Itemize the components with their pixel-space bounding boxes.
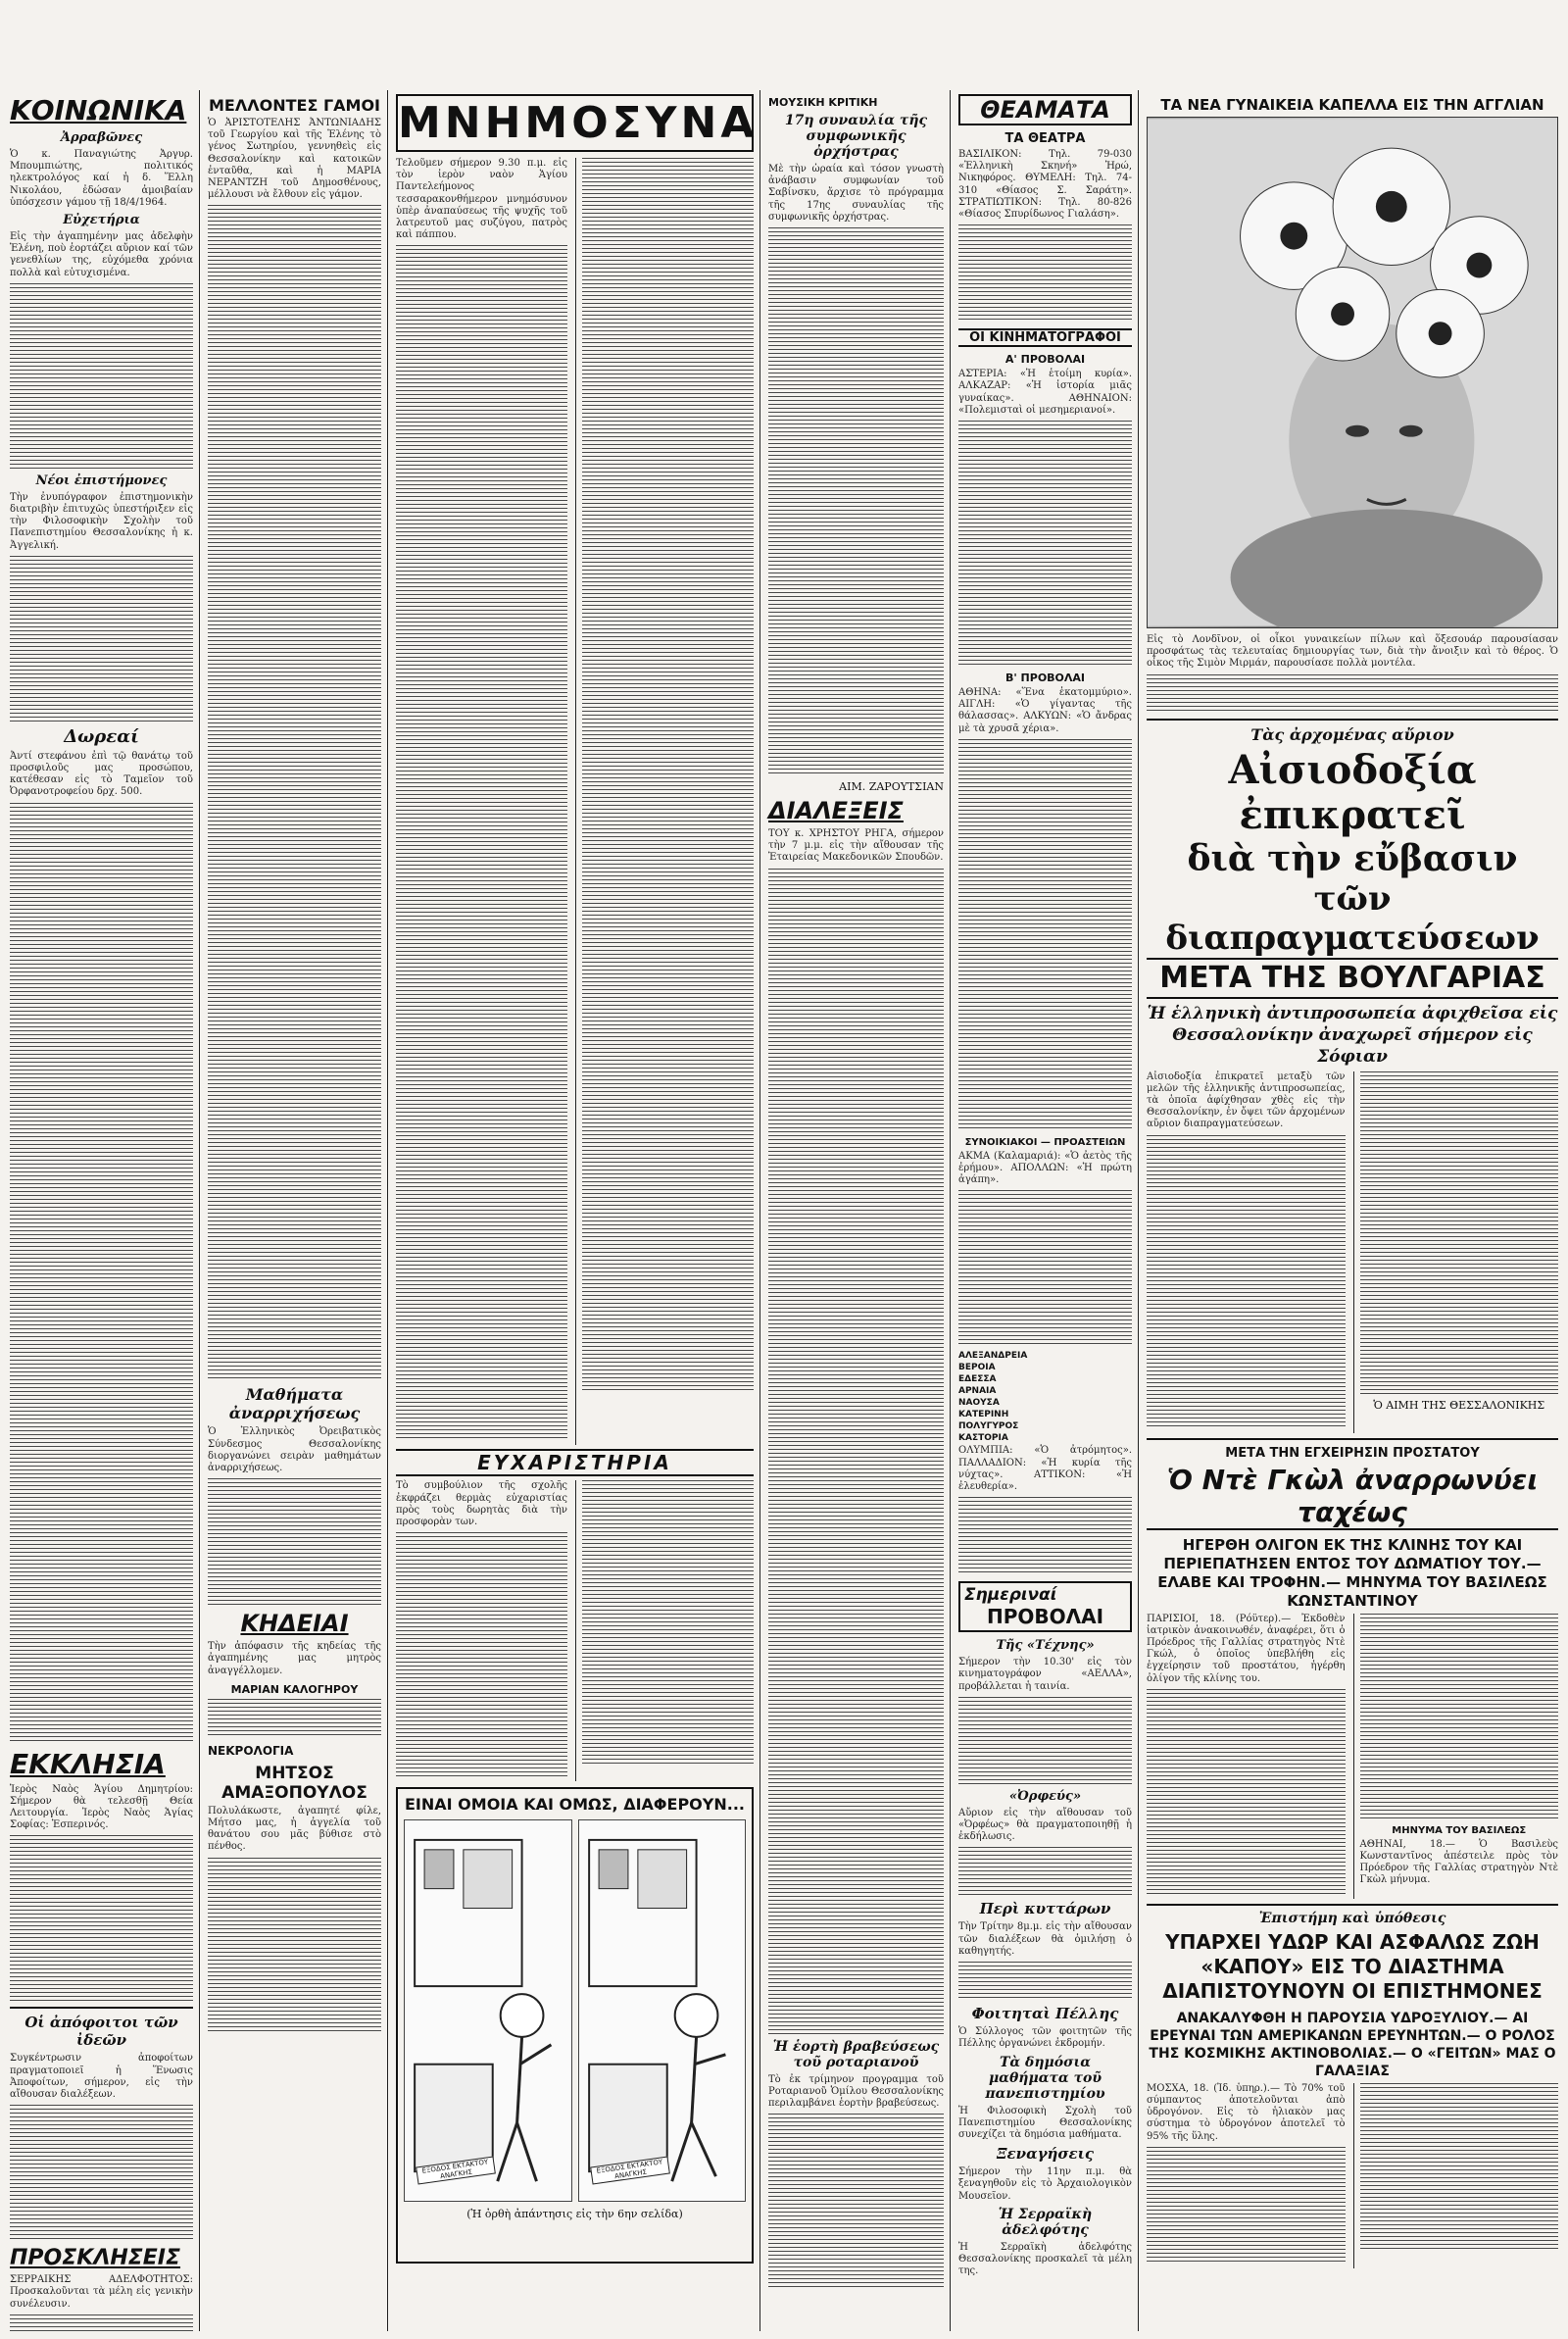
text-filler (958, 421, 1132, 666)
cartoon-caption: ΕΙΝΑΙ ΟΜΟΙΑ ΚΑΙ ΟΜΩΣ, ΔΙΑΦΕΡΟΥΝ... (404, 1795, 745, 1815)
heading-theatra: ΤΑ ΘΕΑΤΡΑ (1004, 131, 1086, 146)
text-voulgaria: Αἰσιοδοξία ἐπικρατεῖ μεταξὺ τῶν μελῶν τῆς ἑλληνικῆς ἀντιπροσωπείας, τὰ ὁποῖα ἀφίχθησαν χθὲς εἰς τὴν Θεσσαλονίκην, ἐν ὄψει τῶν ἀρχομένων αὔριον διαπραγματεύσεων. (1147, 1070, 1346, 1130)
text-filler (208, 205, 381, 1381)
text-filler (10, 283, 193, 470)
text-doreai: Ἀντί στεφάνου ἐπὶ τῷ θανάτῳ τοῦ προσφιλοῦς μας προσώπου, κατέθεσαν εἰς τὸ Ταμεῖον τοῦ Ὀρφανοτροφείου δρχ. 500. (10, 750, 193, 798)
heading-texnis: Τῆς «Τέχνης» (996, 1638, 1095, 1654)
town-katerini: ΚΑΤΕΡΙΝΗ (958, 1410, 1009, 1420)
text-filler (1360, 1614, 1559, 1819)
cartoon-box (396, 1787, 754, 2264)
text-filler (958, 739, 1132, 1131)
text-filler (208, 1478, 381, 1606)
text-orfeos: Αὔριον εἰς τὴν αἴθουσαν τοῦ «Ὀρφέως» θὰ πραγματοποιηθῇ ἡ ἐκδήλωσις. (958, 1807, 1132, 1843)
heading-minyma: ΜΗΝΥΜΑ ΤΟΥ ΒΑΣΙΛΕΩΣ (1392, 1824, 1527, 1836)
cartoon-right-panel (578, 1819, 747, 2202)
text-kino-a: ΑΣΤΕΡΙΑ: «Ἡ ἑτοίμη κυρία». ΑΛΚΑΖΑΡ: «Ἡ ἱστορία μιᾶς γυναίκας». ΑΘΗΝΑΙΟΝ: «Πολεμισταὶ οἱ μεσημεριανοί». (958, 369, 1132, 416)
heading-orfeos: «Ὀρφεύς» (1008, 1788, 1082, 1804)
text-efxetiria: Εἰς τὴν ἀγαπημένην μας ἀδελφὴν Ἑλένη, ποὺ ἑορτάζει αὔριον καί τῶν γενεθλίων της, εὐχόμεθα χρόνια πολλὰ καὶ εὐτυχισμένα. (10, 231, 193, 278)
headline-dia-tin: διὰ τὴν εὔβασιν (1187, 837, 1518, 879)
text-apofoitoi: Συγκέντρωσιν ἀποφοίτων πραγματοποιεῖ ἡ Ἕνωσις Ἀποφοίτων, σήμερον, εἰς τὴν αἴθουσαν διαλέξεων. (10, 2053, 193, 2101)
divider (1147, 1904, 1558, 1906)
heading-mathimata: Μαθήματα ἀναρριχήσεως (228, 1385, 361, 1423)
text-serraiki: Ἡ Σερραϊκὴ ἀδελφότης Θεσσαλονίκης προσκαλεῖ τὰ μέλη της. (958, 2241, 1132, 2277)
section-title-koinonika: ΚΟΙΝΩΝΙΚΑ (10, 94, 187, 126)
text-filler (582, 1480, 754, 1765)
text-minyma: ΑΘΗΝΑΙ, 18.— Ὁ Βασιλεὺς Κωνσταντῖνος ἀπέστειλε πρὸς τὸν Πρόεδρον τῆς Γαλλίας στρατηγὸν Ντὲ Γκὼλ μήνυμα. (1359, 1838, 1558, 1886)
text-filler (396, 245, 567, 1441)
hat-photo (1147, 117, 1558, 628)
text-filler (582, 158, 754, 1393)
cartoon-right-drawing (579, 1820, 746, 2201)
text-filler (958, 1497, 1132, 1575)
text-dialexeis: ΤΟΥ κ. ΧΡΗΣΤΟΥ ΡΗΓΑ, σήμερον τὴν 7 μ.μ. εἰς τὴν αἴθουσαν τῆς Ἑταιρείας Μακεδονικῶν Σπουδῶν. (768, 828, 944, 864)
section-title-prosklisis: ΠΡΟΣΚΛΗΣΕΙΣ (10, 2246, 181, 2271)
headline-aisiodoxia: Αἰσιοδοξία ἐπικρατεῖ (1228, 746, 1477, 838)
text-filler (396, 1532, 567, 1777)
text-degaulle: ΠΑΡΙΣΙΟΙ, 18. (Ρόϋτερ).— Ἐκδοθὲν ἰατρικὸν ἀνακοινωθέν, ἀναφέρει, ὅτι ὁ Πρόεδρος τῆς Γαλλίας στρατηγὸς Ντὲ Γκώλ, ὁ ὁποῖος ὑπεβλήθη εἰς ἐγχείρησιν τοῦ προστάτου, ἠγέρθη ὀλίγον τῆς κλίνης του. (1147, 1613, 1346, 1684)
heading-giorti: Ἡ ἑορτὴ βραβεύσεως τοῦ ροταριανοῦ (772, 2038, 940, 2070)
text-towns: ΟΛΥΜΠΙΑ: «Ὁ ἀτρόμητος». ΠΑΛΛΑΔΙΟΝ: «Ἡ κυρία τῆς νύχτας». ΑΤΤΙΚΟΝ: «Ἡ ἐλευθερία». (958, 1445, 1132, 1493)
column-music (762, 90, 951, 2331)
heading-neoi-epistimones: Νέοι ἐπιστήμονες (35, 473, 168, 488)
nekrologia-name: ΜΗΤΣΟΣ ΑΜΑΞΟΠΟΥΛΟΣ (221, 1763, 368, 1803)
heading-mousiki: ΜΟΥΣΙΚΗ ΚΡΙΤΙΚΗ (768, 96, 878, 109)
headline-diapragmatevseon: τῶν διαπραγματεύσεων (1165, 878, 1540, 958)
heading-serraiki: Ἡ Σερραϊκὴ ἀδελφότης (998, 2206, 1093, 2238)
text-gamoi: Ὁ ἈΡΙΣΤΟΤΕΛΗΣ ἈΝΤΩΝΙΑΔΗΣ τοῦ Γεωργίου καὶ τῆς Ἑλένης τὸ γένος Σωτηρίου, γεννηθεὶς εἰς Θεσσαλονίκην καὶ κατοικῶν ἐνταῦθα, καὶ ἡ ΜΑΡΙΑ ΝΕΡΑΝΤΖΗ τοῦ Δημοσθένους, μέλλουσι νὰ ἔλθουν εἰς γάμον. (208, 118, 381, 201)
text-efxaristiria: Τὸ συμβούλιον τῆς σχολῆς ἐκφράζει θερμὰς εὐχαριστίας πρὸς τοὺς δωρητὰς διὰ τὴν προσφορὰν των. (396, 1480, 567, 1528)
heading-apofoitoi: Οἱ ἀπόφοιτοι τῶν ἰδεῶν (24, 2014, 178, 2050)
text-kino-b: ΑΘΗΝΑ: «Ἕνα ἑκατομμύριο». ΑΙΓΛΗ: «Ὁ γίγαντας τῆς θάλασσας». ΑΛΚΥΩΝ: «Ὁ ἄνδρας μὲ τὰ χρυσᾶ χέρια». (958, 687, 1132, 734)
section-title-theamata: ΘΕΑΜΑΤΑ (958, 94, 1132, 125)
voulgaria-byline: Ὁ ΑΙΜΗ ΤΗΣ ΘΕΣΣΑΛΟΝΙΚΗΣ (1373, 1398, 1545, 1412)
text-filler (958, 1190, 1132, 1347)
section-title-mellontes-gamoi: ΜΕΛΛΟΝΤΕΣ ΓΑΜΟΙ (208, 96, 380, 115)
heading-epistimi: Ἐπιστήμη καὶ ὑπόθεσις (1258, 1910, 1446, 1926)
text-filler (958, 1847, 1132, 1896)
cartoon-answer: (Ἡ ὀρθὴ ἀπάντησις εἰς τὴν 6ην σελίδα) (466, 2208, 683, 2221)
section-title-dialexeis: ΔΙΑΛΕΞΕΙΣ (768, 797, 904, 825)
text-filler (1360, 2083, 1559, 2250)
text-fotitai: Ὁ Σύλλογος τῶν φοιτητῶν τῆς Πέλλης ὀργανώνει ἐκδρομήν. (958, 2026, 1132, 2050)
text-filler (958, 224, 1132, 323)
heading-efxetiria: Εὐχετήρια (63, 213, 140, 228)
town-arnaia: ΑΡΝΑΙΑ (958, 1386, 997, 1397)
column-memorials (390, 90, 760, 2331)
text-filler (1147, 1689, 1346, 1895)
text-nekrologia: Πολυλάκωστε, ἀγαπητέ φίλε, Μήτσο μας, ἡ ἀγγελία τοῦ θανάτου σου μᾶς βύθισε στὸ πένθος. (208, 1805, 381, 1853)
town-aleksandreia: ΑΛΕΞΑΝΔΡΕΙΑ (958, 1351, 1028, 1362)
text-filler (958, 1697, 1132, 1785)
town-edessa: ΕΔΕΣΣΑ (958, 1374, 997, 1385)
text-filler (958, 1962, 1132, 2001)
headline-yparxei: ΥΠΑΡΧΕΙ ΥΔΩΡ ΚΑΙ ΑΣΦΑΛΩΣ ΖΩΗ «ΚΑΠΟΥ» ΕΙΣ ΤΟ ΔΙΑΣΤΗΜΑ ΔΙΑΠΙΣΤΟΥΝΟΥΝ ΟΙ ΕΠΙΣΤΗΜΟΝΕΣ (1162, 1929, 1543, 2003)
heading-meta-egxeirisi: ΜΕΤΑ ΤΗΝ ΕΓΧΕΙΡΗΣΙΝ ΠΡΟΣΤΑΤΟΥ (1225, 1445, 1480, 1461)
heading-arravones: Ἀρραβῶνες (60, 130, 143, 145)
text-ekklisia: Ἱερὸς Ναὸς Ἁγίου Δημητρίου: Σήμερον θὰ τελεσθῇ Θεία Λειτουργία. Ἱερὸς Ναὸς Ἁγίας Σοφίας: Ἑσπερινός. (10, 1783, 193, 1831)
text-mnimosyna: Τελοῦμεν σήμερον 9.30 π.μ. εἰς τὸν ἱερὸν ναὸν Ἁγίου Παντελεήμονος τεσσαρακονθήμερον μνημόσυνον ὑπὲρ ἀναπαύσεως τῆς ψυχῆς τοῦ λατρευτοῦ μας συζύγου, πατρὸς καὶ πάππου. (396, 158, 567, 241)
text-mathimata: Ὁ Ἑλληνικὸς Ὀρειβατικὸς Σύνδεσμος Θεσσαλονίκης διοργανώνει σειρὰν μαθημάτων ἀναρριχήσεως. (208, 1426, 381, 1474)
divider (10, 2007, 193, 2009)
section-title-mnimosyna: ΜΝΗΜΟΣΥΝΑ (396, 94, 754, 152)
text-filler (768, 2114, 944, 2290)
text-kyttara: Τὴν Τρίτην 8μ.μ. εἰς τὴν αἴθουσαν τῶν διαλέξεων θὰ ὁμιλήσῃ ὁ καθηγητής. (958, 1921, 1132, 1957)
heading-xenagisis: Ξεναγήσεις (996, 2145, 1094, 2164)
text-giorti: Τὸ ἐκ τρίμηνον προγραμμα τοῦ Ροταριανοῦ Ὁμίλου Θεσσαλονίκης περιλαμβάνει ἑορτὴν βραβεύσεως. (768, 2073, 944, 2110)
text-filler (10, 803, 193, 1744)
text-kideiai: Τὴν ἀπόφασιν τῆς κηδείας τῆς ἀγαπημένης μας μητρὸς ἀναγγέλλομεν. (208, 1641, 381, 1676)
text-texnis: Σήμερον τὴν 10.30' εἰς τὸν κινηματογράφον «ΑΕΛΛΑ», προβάλλεται ἡ ταινία. (958, 1657, 1132, 1692)
heading-doreai: Δωρεαί (64, 725, 139, 747)
text-filler (768, 869, 944, 2035)
text-dimosia: Ἡ Φιλοσοφικὴ Σχολὴ τοῦ Πανεπιστημίου Θεσσαλονίκης συνεχίζει τὰ δημόσια μαθήματα. (958, 2105, 1132, 2140)
text-space: ΜΟΣΧΑ, 18. (Ἰδ. ὑπηρ.).— Τὸ 70% τοῦ σύμπαντος ἀποτελοῦνται ἀπὸ ὑδρογόνον. Εἰς τὸ ἡλιακὸν μας σύστημα τὸ ὑδρογόνον ἀποτελεῖ τὸ 95% τῆς ὕλης. (1147, 2082, 1346, 2142)
text-filler (208, 1699, 381, 1738)
text-filler (768, 227, 944, 776)
heading-synoikiakoi: ΣΥΝΟΙΚΙΑΚΟΙ — ΠΡΟΑΣΤΕΙΩΝ (964, 1136, 1126, 1148)
text-filler (208, 1858, 381, 2034)
column-entertainment (953, 90, 1139, 2331)
sign-right: ΕΞΟΔΟΣ ΕΚΤΑΚΤΟΥ ΑΝΑΓΚΗΣ (590, 2157, 670, 2185)
text-arravones: Ὁ κ. Παναγιώτης Ἀργυρ. Μπουμπιώτης, πολιτικός ηλεκτρολόγος καί ἡ δ. Ἕλλη Νικολάου, ἐδώσαν ἀμοιβαίαν ὑπόσχεσιν γάμου τῇ 18/4/1964. (10, 149, 193, 208)
subheadline-anakalypsi: ΑΝΑΚΑΛΥΦΘΗ Η ΠΑΡΟΥΣΙΑ ΥΔΡΟΞΥΛΙΟΥ.— ΑΙ ΕΡΕΥΝΑΙ ΤΩΝ ΑΜΕΡΙΚΑΝΩΝ ΕΡΕΥΝΗΤΩΝ.— Ο ΡΟΛΟΣ ΤΗΣ ΚΟΣΜΙΚΗΣ ΑΚΤΙΝΟΒΟΛΙΑΣ.— Ο «ΓΕΙΤΩΝ» ΜΑΣ Ο ΓΑΛΑΞΙΑΣ (1149, 2010, 1556, 2079)
heading-synavlia: 17η συναυλία τῆς συμφωνικῆς ὀρχήστρας (784, 113, 928, 160)
music-author: ΑΙΜ. ΖΑΡΟΥΤΣΙΑΝ (839, 780, 944, 794)
subheadline-igerthi: ΗΓΕΡΘΗ ΟΛΙΓΟΝ ΕΚ ΤΗΣ ΚΛΙΝΗΣ ΤΟΥ ΚΑΙ ΠΕΡΙΕΠΑΤΗΣΕΝ ΕΝΤΟΣ ΤΟΥ ΔΩΜΑΤΙΟΥ ΤΟΥ.— ΕΛΑΒΕ ΚΑΙ ΤΡΟΦΗΝ.— ΜΗΝΥΜΑ ΤΟΥ ΒΑΣΙΛΕΩΣ ΚΩΝΣΤΑΝΤΙΝΟΥ (1157, 1535, 1547, 1610)
heading-kinimatografoi: ΟΙ ΚΙΝΗΜΑΤΟΓΡΑΦΟΙ (958, 328, 1132, 347)
section-title-ekklisia: ΕΚΚΛΗΣΙΑ (10, 1747, 166, 1780)
text-filler (10, 1835, 193, 2002)
town-naousa: ΝΑΟΥΣΑ (958, 1398, 1000, 1409)
text-theatra: ΒΑΣΙΛΙΚΟΝ: Τηλ. 79-030 «Ἑλληνικὴ Σκηνή» Ἡρώ, Νικηφόρος. ΘΥΜΕΛΗ: Τηλ. 74-310 «Θίασος Σ. Σαράτη». ΣΤΡΑΤΙΩΤΙΚΟΝ: Τηλ. 80-826 «Θίασος Σπυρίδωνος Γιαλάση». (958, 149, 1132, 221)
heading-simeroni: Σημεριναί (964, 1585, 1057, 1606)
heading-provoles: ΠΡΟΒΟΛΑΙ (986, 1605, 1104, 1629)
column-social (4, 90, 200, 2331)
town-kastoria: ΚΑΣΤΟΡΙΑ (958, 1433, 1008, 1444)
headline-degaulle: Ὁ Ντὲ Γκὼλ ἀναρρωνύει ταχέως (1147, 1464, 1558, 1530)
heading-dimosia: Τὰ δημόσια μαθήματα τοῦ πανεπιστημίου (985, 2054, 1105, 2102)
kideia-name: ΜΑΡΙΑΝ ΚΑΛΟΓΗΡΟΥ (230, 1682, 359, 1696)
text-xenagisis: Σήμερον τὴν 11ην π.μ. θὰ ξεναγηθοῦν εἰς τὸ Ἀρχαιολογικὸν Μουσεῖον. (958, 2166, 1132, 2202)
heading-a-provoleis: Α' ΠΡΟΒΟΛΑΙ (1004, 353, 1086, 367)
town-polygyros: ΠΟΛΥΓΥΡΟΣ (958, 1421, 1019, 1432)
text-filler (10, 2105, 193, 2242)
text-synoikiakoi: ΑΚΜΑ (Καλαμαριά): «Ὁ ἀετὸς τῆς ἐρήμου». ΑΠΟΛΛΩΝ: «Ἡ πρώτη ἀγάπη». (958, 1150, 1132, 1186)
section-title-efxaristiria: ΕΥΧΑΡΙΣΤΗΡΙΑ (396, 1449, 754, 1476)
photo-caption: Εἰς τὸ Λονδῖνον, οἱ οἶκοι γυναικείων πίλων καὶ ὅξεσουάρ παρουσίασαν προσφάτως τὰς τελευταίας δημιουργίας των, διὰ τὴν ἄνοιξιν καὶ τὸ θέρος. Ὁ οἶκος τῆς Σιμὸν Μιρμάν, παρουσίασε πολλὰ μοντέλα. (1147, 634, 1558, 670)
text-filler (10, 556, 193, 722)
column-weddings (202, 90, 388, 2331)
divider (1147, 1438, 1558, 1440)
text-filler (10, 2314, 193, 2331)
section-title-kideiai: ΚΗΔΕΙΑΙ (240, 1610, 349, 1638)
text-filler (1360, 1071, 1559, 1395)
subheadline-antiprosopeia: Ἡ ἑλληνικὴ ἀντιπροσωπεία ἀφιχθεῖσα εἰς Θεσσαλονίκην ἀναχωρεῖ σήμερον εἰς Σόφιαν (1147, 1003, 1558, 1067)
text-filler (1147, 2147, 1346, 2264)
heading-kyttara: Περὶ κυττάρων (979, 1900, 1111, 1918)
box-provoles (958, 1581, 1132, 1632)
town-veroia: ΒΕΡΟΙΑ (958, 1363, 996, 1373)
text-synavlia: Μὲ τὴν ὡραία καὶ τόσον γνωστὴ ἀνάβασιν συμφωνίαν τοῦ Σαβίνσκυ, ἄρχισε τὸ πρόγραμμα τῆς 17ης συναυλίας τῆς συμφωνικῆς ὀρχήστρας. (768, 164, 944, 223)
heading-fotitai: Φοιτηταὶ Πέλλης (971, 2005, 1119, 2023)
cartoon-left-panel (404, 1819, 572, 2202)
heading-nekrologia: ΝΕΚΡΟΛΟΓΙΑ (208, 1743, 294, 1758)
text-prosklisis: ΣΕΡΡΑΙΚΗΣ ΑΔΕΛΦΟΤΗΤΟΣ: Προσκαλοῦνται τὰ μέλη εἰς γενικὴν συνέλευσιν. (10, 2274, 193, 2310)
photo-title: ΤΑ ΝΕΑ ΓΥΝΑΙΚΕΙΑ ΚΑΠΕΛΛΑ ΕΙΣ ΤΗΝ ΑΓΓΛΙΑΝ (1160, 96, 1544, 114)
column-news (1141, 90, 1564, 2331)
text-filler (1147, 674, 1558, 714)
heading-b-provoleis: Β' ΠΡΟΒΟΛΑΙ (1004, 672, 1086, 685)
flower-hat-image (1148, 118, 1557, 627)
text-filler (1147, 1135, 1346, 1429)
cartoon-left-drawing (405, 1820, 571, 2201)
text-neoi: Τὴν ἐνυπόγραφον ἐπιστημονικὴν διατριβὴν ἐπιτυχῶς ὑπεστήριξεν εἰς τὴν Φιλοσοφικὴν Σχολὴν τοῦ Πανεπιστημίου Θεσσαλονίκης ἡ κ. Ἀγγελική. (10, 491, 193, 551)
divider (1147, 719, 1558, 721)
headline-voulgarias: ΜΕΤΑ ΤΗΣ ΒΟΥΛΓΑΡΙΑΣ (1147, 958, 1558, 999)
sign-left: ΕΞΟΔΟΣ ΕΚΤΑΚΤΟΥ ΑΝΑΓΚΗΣ (416, 2157, 496, 2185)
heading-arxomenes: Τὰς ἀρχομένας αὔριον (1250, 724, 1454, 744)
